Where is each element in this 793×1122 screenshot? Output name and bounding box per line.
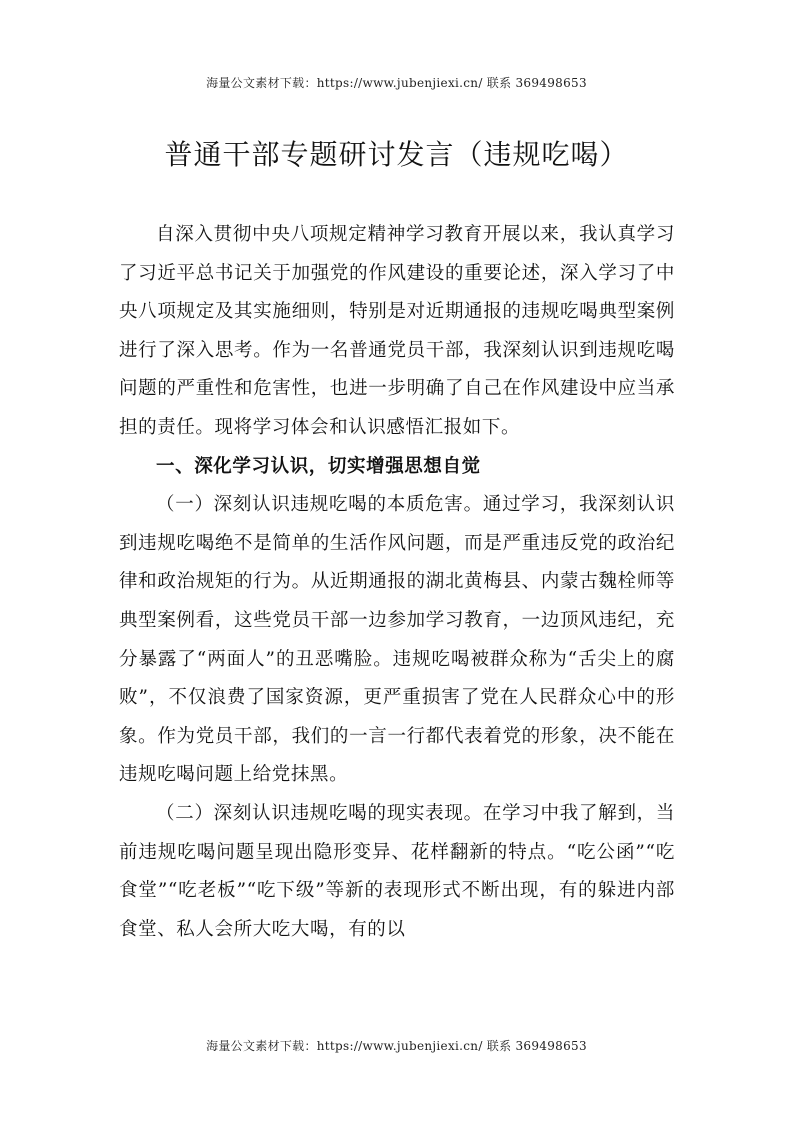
subsection-1-lead: （一）深刻认识违规吃喝的本质危害。 <box>156 494 483 516</box>
subsection-2-paragraph <box>119 795 675 949</box>
document-body <box>119 216 675 949</box>
section-1-heading: 一、深化学习认识，切实增强思想自觉 <box>156 455 481 477</box>
subsection-1-text: 通过学习，我深刻认识到违规吃喝绝不是简单的生活作风问题，而是严重违反党的政治纪律和政治规矩的行为。从近期通报的湖北黄梅县、内蒙古魏栓师等典型案例看，这些党员干部一边参加学习教育，一边顶风违纪，充分暴露了“两面人”的丑恶嘴脸。违规吃喝被群众称为“舌尖上的腐败”，不仅浪费了国家资源，更严重损害了党在人民群众心中的形象。作为党员干部，我们的一言一行都代表着党的形象，决不能在违规吃喝问题上给党抹黑。 <box>119 494 675 786</box>
intro-paragraph: 自深入贯彻中央八项规定精神学习教育开展以来，我认真学习了习近平总书记关于加强党的作风建设的重要论述，深入学习了中央八项规定及其实施细则，特别是对近期通报的违规吃喝典型案例进行了深入思考。作为一名普通党员干部，我深刻认识到违规吃喝问题的严重性和危害性，也进一步明确了自己在作风建设中应当承担的责任。现将学习体会和认识感悟汇报如下。 <box>119 224 675 438</box>
document-title: 普通干部专题研讨发言（违规吃喝） <box>164 138 629 171</box>
subsection-2-lead: （二）深刻认识违规吃喝的现实表现。 <box>156 802 483 824</box>
page-header: 海量公文素材下载：https://www.jubenjiexi.cn/ 联系 369498653 <box>206 76 587 90</box>
subsection-2-text: 在学习中我了解到，当前违规吃喝问题呈现出隐形变异、花样翻新的特点。“吃公函”“吃食堂”“吃老板”“吃下级”等新的表现形式不断出现，有的躲进内部食堂、私人会所大吃大喝，有的以 <box>119 802 675 940</box>
subsection-1-paragraph <box>119 486 675 795</box>
page-footer: 海量公文素材下载：https://www.jubenjiexi.cn/ 联系 369498653 <box>206 1039 587 1053</box>
